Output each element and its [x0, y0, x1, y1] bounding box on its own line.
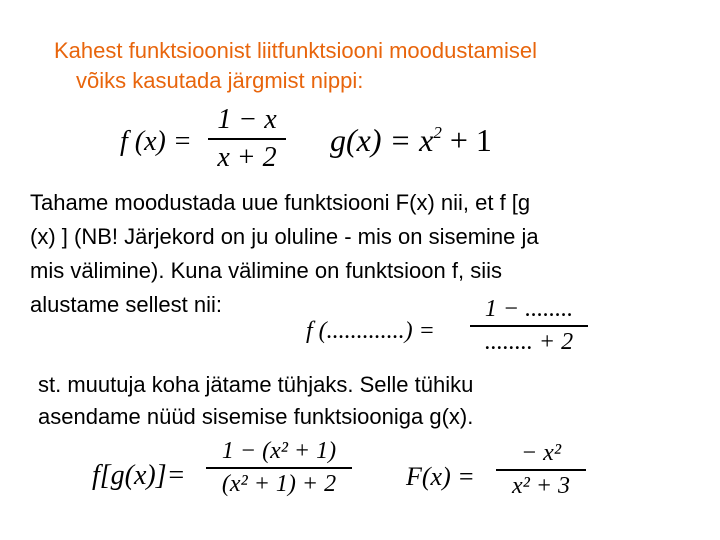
paragraph-line-1: Tahame moodustada uue funktsiooni F(x) nii, et f [g [30, 190, 531, 215]
f-of-g-denominator: (x² + 1) + 2 [221, 471, 337, 497]
paragraph-line-2: (x) ] (NB! Järjekord on ju oluline - mis on sisemine ja [30, 224, 539, 249]
fraction-bar [496, 469, 586, 471]
f-blank-numerator: 1 − ........ [484, 296, 574, 322]
f-of-g-numerator: 1 − (x² + 1) [221, 438, 337, 464]
f-blank-denominator: ........ + 2 [484, 329, 574, 355]
fraction-bar [470, 325, 588, 327]
f-definition-numerator: 1 − x [217, 104, 277, 135]
f-blank-fraction [470, 296, 588, 356]
paragraph-line-3: mis välimine). Kuna välimine on funktsioon f, siis [30, 258, 502, 283]
fraction-bar [206, 467, 352, 469]
f-definition-lhs: f (x) = [120, 126, 192, 157]
slide-title-line-2: võiks kasutada järgmist nippi: [76, 68, 364, 93]
note-line-2: asendame nüüd sisemise funktsiooniga g(x). [38, 404, 474, 429]
F-definition-denominator: x² + 3 [511, 473, 571, 499]
F-definition-fraction [496, 440, 586, 500]
paragraph-line-4: alustame sellest nii: [30, 292, 222, 317]
g-definition-lhs: g(x) = x [330, 122, 434, 158]
fraction-bar [208, 138, 286, 140]
f-definition-fraction [208, 104, 286, 174]
f-definition-denominator: x + 2 [217, 142, 277, 173]
slide-title-line-1: Kahest funktsioonist liitfunktsiooni moodustamisel [54, 38, 538, 63]
f-blank-lhs: f (.............) = [306, 318, 435, 344]
F-definition-numerator: − x² [520, 440, 562, 466]
g-definition-rest: + 1 [441, 122, 492, 158]
F-definition-lhs: F(x) = [406, 462, 475, 491]
f-of-g-lhs: f[g(x)]= [92, 460, 186, 491]
g-definition-exponent: 2 [433, 123, 442, 142]
f-of-g-fraction [206, 438, 352, 498]
g-definition [330, 122, 492, 159]
note-line-1: st. muutuja koha jätame tühjaks. Selle tühiku [38, 372, 474, 397]
